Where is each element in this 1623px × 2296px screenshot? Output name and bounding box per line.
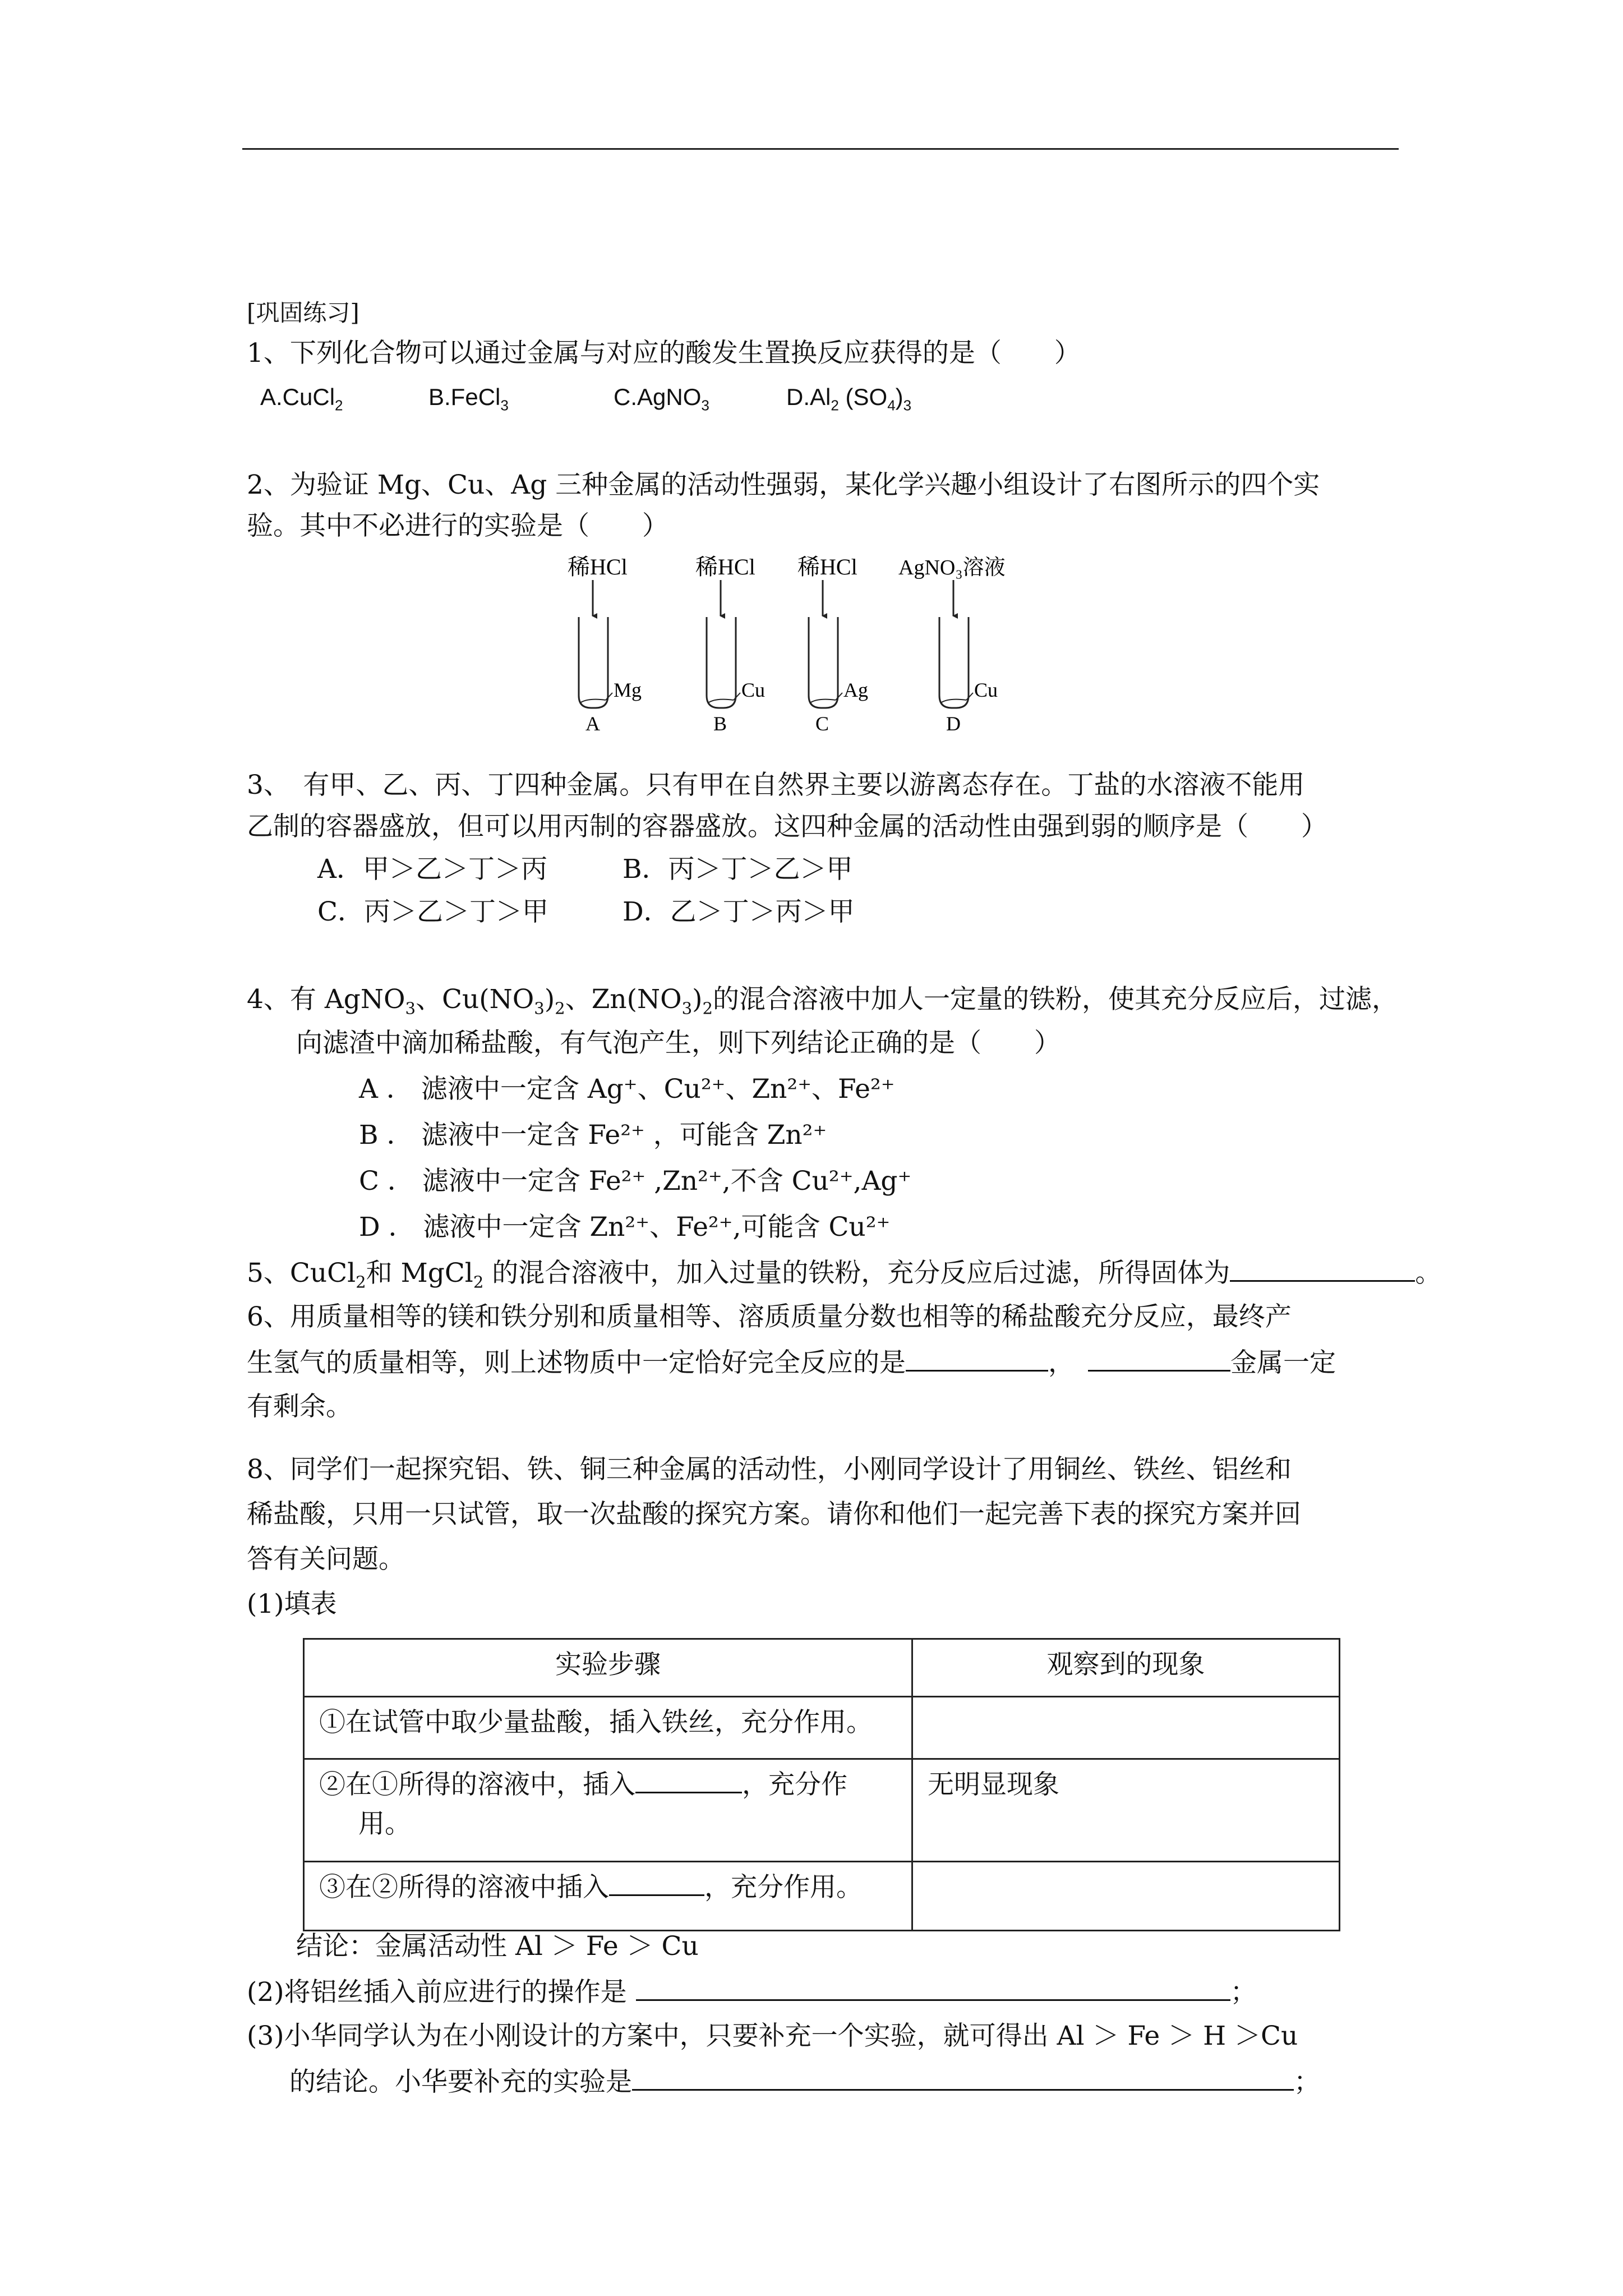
q3-option-d: D．乙＞丁＞丙＞甲	[623, 896, 855, 927]
q2-line1: 2、为验证 Mg、Cu、Ag 三种金属的活动性强弱，某化学兴趣小组设计了右图所示的四个实	[247, 470, 1320, 500]
q8-line3: 答有关问题。	[247, 1544, 405, 1575]
q1-option-c: C.AgNO$_3$	[614, 384, 709, 414]
q3-option-b: B．丙＞丁＞乙＞甲	[623, 854, 853, 885]
tube-c-metal: Ag	[843, 679, 868, 701]
q8-sub3-line1: (3)小华同学认为在小刚设计的方案中，只要补充一个实验，就可得出 Al ＞ Fe ＞ H ＞Cu	[247, 2021, 1298, 2051]
tube-a-label: A	[585, 712, 600, 735]
tube-c	[797, 555, 868, 735]
q6-line2: 生氢气的质量相等，则上述物质中一定恰好完全反应的是 ， 金属一定	[247, 1345, 1336, 1380]
table-header-step: 实验步骤	[304, 1639, 912, 1697]
q4-option-b: B ． 滤液中一定含 Fe²⁺ ，可能含 Zn²⁺	[359, 1120, 827, 1151]
q4-option-d: D ． 滤液中一定含 Zn²⁺、Fe²⁺,可能含 Cu²⁺	[359, 1212, 891, 1243]
q3-line2: 乙制的容器盛放，但可以用丙制的容器盛放。这四种金属的活动性由强到弱的顺序是（ ）	[247, 811, 1327, 842]
row3-step: ③在②所得的溶液中插入 ，充分作用。	[304, 1862, 912, 1931]
row1-step: ①在试管中取少量盐酸，插入铁丝，充分作用。	[304, 1697, 912, 1759]
q5-answer-blank[interactable]	[1230, 1255, 1415, 1282]
q6-answer-blank-1[interactable]	[906, 1345, 1048, 1372]
q4-option-a: A ． 滤液中一定含 Ag⁺、Cu²⁺、Zn²⁺、Fe²⁺	[359, 1074, 895, 1105]
section-title: [巩固练习]	[247, 299, 359, 326]
q4-line2: 向滤渣中滴加稀盐酸，有气泡产生，则下列结论正确的是（ ）	[296, 1028, 1061, 1059]
tube-d-label: D	[946, 712, 961, 735]
tube-a-metal: Mg	[614, 679, 642, 701]
table-header-observation: 观察到的现象	[912, 1639, 1340, 1697]
q8-line1: 8、同学们一起探究铝、铁、铜三种金属的活动性，小刚同学设计了用铜丝、铁丝、铝丝和	[247, 1454, 1292, 1485]
q8-conclusion: 结论：金属活动性 Al ＞ Fe ＞ Cu	[296, 1931, 699, 1962]
q8-sub2-answer-blank[interactable]	[636, 1975, 1230, 2001]
row2-answer-blank[interactable]	[635, 1767, 742, 1793]
tube-b-metal: Cu	[741, 679, 766, 701]
header-rule	[242, 148, 1399, 150]
q8-line2: 稀盐酸，只用一只试管，取一次盐酸的探究方案。请你和他们一起完善下表的探究方案并回	[247, 1499, 1301, 1530]
table-row	[304, 1862, 1340, 1931]
tube-d-reagent: AgNO₃溶液	[898, 556, 1006, 579]
tube-a-reagent: 稀HCl	[568, 555, 628, 579]
row2-observation: 无明显现象	[912, 1759, 1340, 1862]
q3-option-a: A．甲＞乙＞丁＞丙	[317, 854, 547, 885]
q1-option-a: A.CuCl$_2$	[260, 384, 343, 414]
q2-line2: 验。其中不必进行的实验是（ ）	[247, 510, 668, 541]
row2-step: ②在①所得的溶液中，插入 ，充分作 用。	[304, 1759, 912, 1862]
q1-stem: 1、下列化合物可以通过金属与对应的酸发生置换反应获得的是（ ）	[247, 338, 1081, 369]
q3-option-c: C．丙＞乙＞丁＞甲	[317, 896, 548, 927]
q6-line1: 6、用质量相等的镁和铁分别和质量相等、溶质质量分数也相等的稀盐酸充分反应，最终产	[247, 1301, 1292, 1332]
table-row	[304, 1697, 1340, 1759]
q1-option-d: $D.Al_2$ $(SO_4)_3$	[786, 384, 912, 414]
q6-line3: 有剩余。	[247, 1391, 352, 1422]
row1-observation[interactable]	[912, 1697, 1340, 1759]
tube-b-reagent: 稀HCl	[695, 555, 755, 579]
q6-answer-blank-2[interactable]	[1088, 1345, 1230, 1372]
tube-b	[695, 555, 765, 735]
tube-c-label: C	[815, 712, 829, 735]
q8-sub2: (2)将铝丝插入前应进行的操作是 ；	[247, 1975, 1257, 2009]
table-header-row	[304, 1639, 1340, 1697]
row3-answer-blank[interactable]	[609, 1870, 704, 1896]
q8-sub3-line2: 的结论。小华要补充的实验是 ；	[289, 2064, 1320, 2099]
tube-b-label: B	[713, 712, 727, 735]
row3-observation[interactable]	[912, 1862, 1340, 1931]
q4-option-c: C ． 滤液中一定含 Fe²⁺ ,Zn²⁺,不含 Cu²⁺,Ag⁺	[359, 1166, 912, 1197]
q3-line1: 3、 有甲、乙、丙、丁四种金属。只有甲在自然界主要以游离态存在。丁盐的水溶液不能用	[247, 770, 1305, 800]
q8-sub3-answer-blank[interactable]	[632, 2064, 1294, 2091]
q4-line1: 4、有 AgNO$_3$、$Cu(NO_3)_2$、$Zn(NO_3)_2$的混合溶液中加人一定量的铁粉，使其充分反应后，过滤，	[247, 984, 1399, 1018]
tube-a	[568, 555, 642, 735]
tube-d-metal: Cu	[974, 679, 998, 701]
tube-c-reagent: 稀HCl	[797, 555, 857, 579]
q1-option-b: B.FeCl$_3$	[428, 384, 509, 414]
q2-test-tube-figure	[566, 555, 1049, 740]
q8-sub1-label: (1)填表	[247, 1589, 337, 1619]
q5-text: 5、CuCl$_2$和 MgCl$_2$ 的混合溶液中，加入过量的铁粉，充分反应后过滤，所得固体为 。	[247, 1255, 1441, 1299]
experiment-table	[303, 1638, 1340, 1931]
table-row	[304, 1759, 1340, 1862]
tube-d	[898, 556, 1006, 735]
